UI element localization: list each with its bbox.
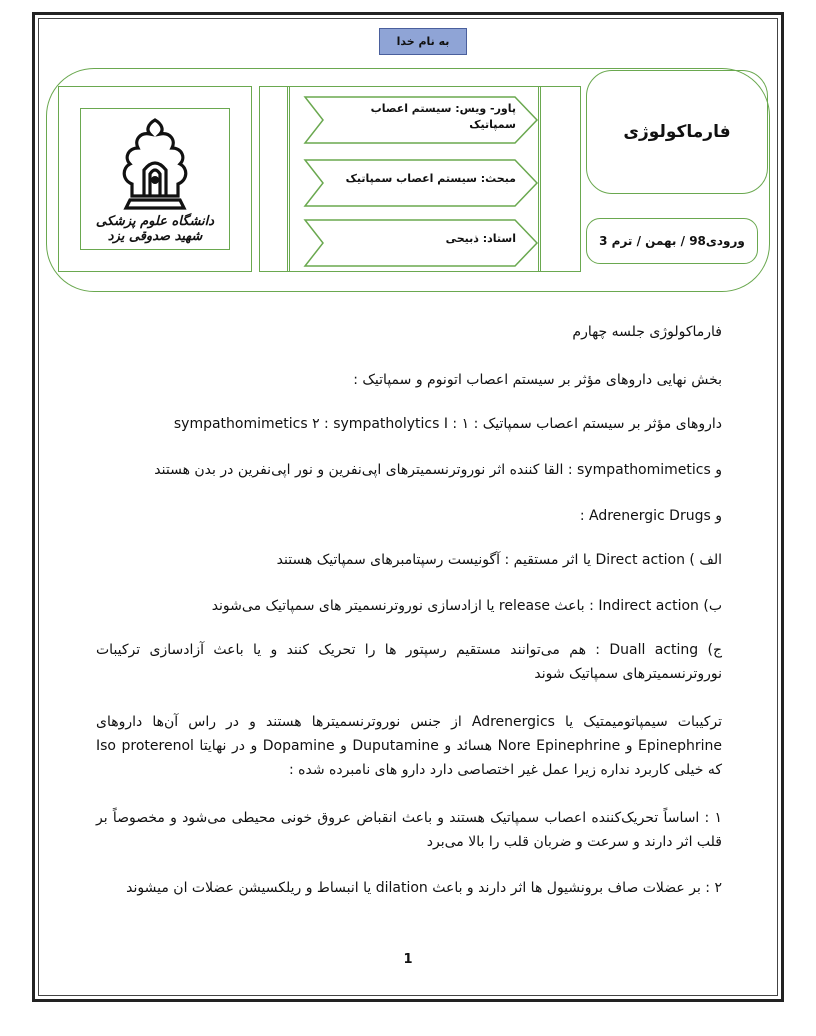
course-title: فارماکولوژی xyxy=(623,122,731,142)
adrenergic-drugs-heading: و Adrenergic Drugs : xyxy=(579,508,722,524)
session-title: فارماکولوژی جلسه چهارم xyxy=(572,324,722,340)
term-info: ورودی98 / بهمن / ترم 3 xyxy=(586,218,758,264)
point-2: ۲ : بر عضلات صاف برونشیول ها اثر دارند و باعث dilation یا انبساط و ریلکسیشن عضلات ان میشوند xyxy=(126,880,722,896)
tag-instructor: استاد: ذبیحی xyxy=(445,232,516,245)
direct-action-item: الف ) Direct action یا اثر مستقیم : آگونیست رسپتامبرهای سمپاتیک هستند xyxy=(276,552,722,568)
bismillah-label: به نام خدا xyxy=(379,28,467,55)
compounds-paragraph: ترکیبات سیمپاتومیمتیک یا Adrenergics از جنس نوروترنسمیترها هستند و در راس آن‌ها داروهای Epinephrine و Nore Epinephrine هسائد و Duputamine و Dopamine و در نهایتا Iso proterenol که خیلی کاربرد نداره زیرا عمل غیر اختصاصی دارد دارو های نامبرده شده : xyxy=(96,714,722,778)
university-logo-icon xyxy=(110,116,200,212)
sympathomimetics-definition: و sympathomimetics : القا کننده اثر نوروترنسمیترهای اپی‌نفرین و نور اپی‌نفرین در بدن هستند xyxy=(154,462,722,478)
point-1: ۱ : اساساً تحریک‌کننده اعصاب سمپاتیک هستند و باعث انقباض عروق خونی محیطی می‌شود و مخصوصاً بر قلب اثر دارند و سرعت و ضربان قلب را بالا می‌برد xyxy=(96,810,722,850)
page-number: 1 xyxy=(403,952,413,967)
indirect-action-item: ب) Indirect action : باعث release یا ازادسازی نوروترنسمیتر های سمپاتیک می‌شوند xyxy=(211,598,722,614)
tag-powervoice: پاور- ویس: سیستم اعصاب سمپاتیک xyxy=(370,102,516,131)
dual-acting-item: ج) Duall acting : هم می‌توانند مستقیم رسپتور ها را تحریک کنند و یا باعث آزادسازی ترکیبات نوروترنسمیترهای سمپاتیک شوند xyxy=(96,642,722,682)
tag-topic: مبحث: سیستم اعصاب سمپاتیک xyxy=(345,172,516,185)
intro-paragraph: بخش نهایی داروهای مؤثر بر سیستم اعصاب اتونوم و سمپاتیک : xyxy=(353,372,722,388)
university-name: دانشگاه علوم پزشکی شهید صدوقی یزد xyxy=(95,214,215,244)
drugs-list: داروهای مؤثر بر سیستم اعصاب سمپاتیک : ۱ : sympathomimetics ۲ : sympatholytics I xyxy=(173,416,722,432)
